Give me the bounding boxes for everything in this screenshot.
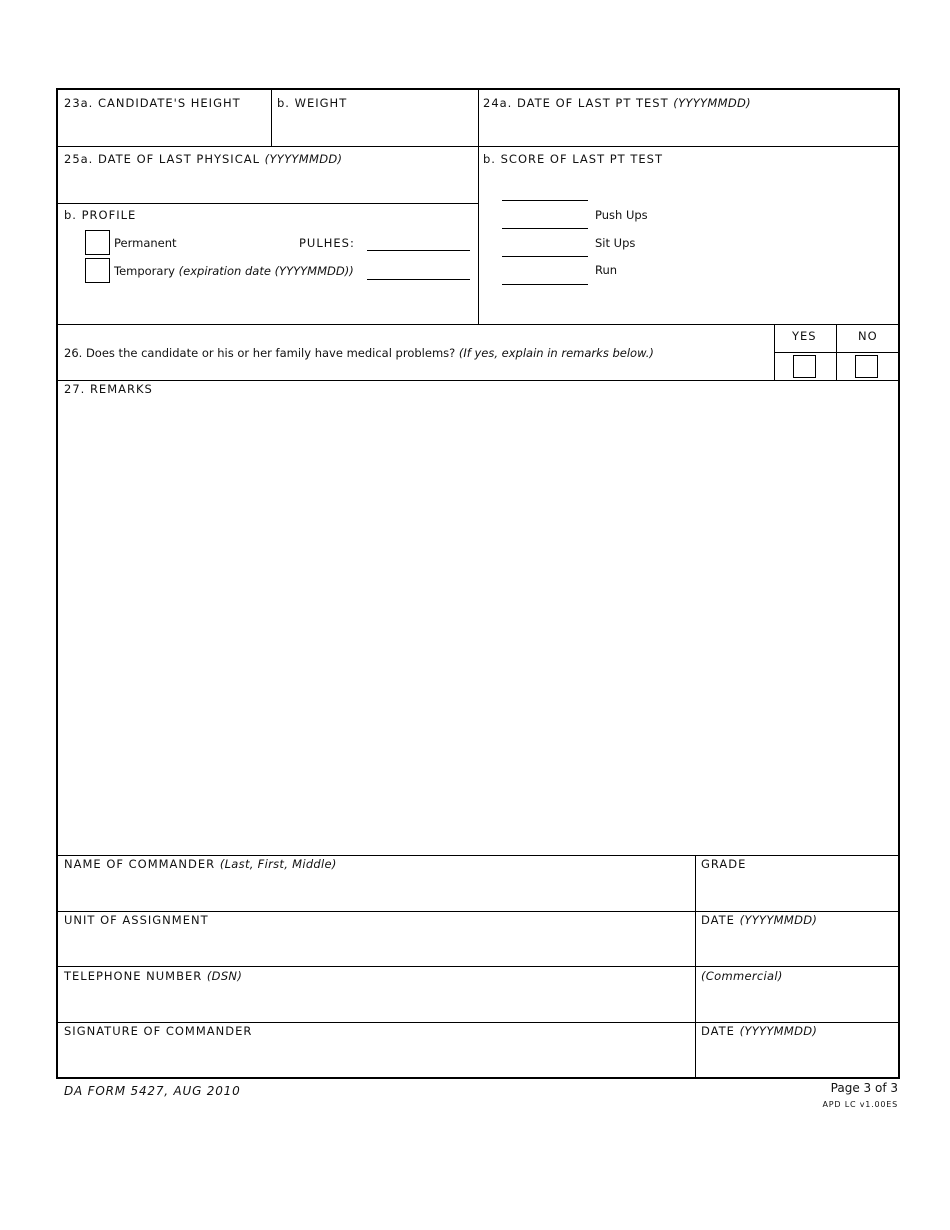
telephone-commercial-label: (Commercial): [701, 969, 783, 983]
date-format-hint: (YYYYMMDD): [673, 96, 751, 110]
divider: [58, 966, 898, 967]
remarks-label: 27. REMARKS: [64, 382, 153, 396]
run-label: Run: [595, 263, 618, 277]
profile-label: b. PROFILE: [64, 208, 137, 222]
medical-yes-checkbox[interactable]: [793, 355, 816, 378]
pulhes-label: PULHES:: [299, 236, 355, 250]
date-format-hint: (YYYYMMDD): [739, 1024, 818, 1038]
pulhes-input-line[interactable]: [367, 250, 470, 251]
last-physical-date-input[interactable]: [62, 170, 476, 200]
telephone-dsn-input[interactable]: [62, 988, 694, 1020]
name-format-hint: (Last, First, Middle): [219, 857, 337, 871]
push-ups-label: Push Ups: [595, 208, 648, 222]
divider: [271, 90, 272, 146]
run-score-line[interactable]: [502, 284, 588, 285]
date-input[interactable]: [700, 932, 896, 964]
commander-signature-label: SIGNATURE OF COMMANDER: [64, 1024, 253, 1038]
divider: [58, 324, 898, 325]
date-label: DATE (YYYYMMDD): [701, 913, 818, 927]
last-physical-date-label: 25a. DATE OF LAST PHYSICAL (YYYYMMDD): [64, 152, 343, 166]
form-identifier: DA FORM 5427, AUG 2010: [64, 1084, 241, 1098]
permanent-checkbox[interactable]: [85, 230, 110, 255]
pt-score-total-line[interactable]: [502, 200, 588, 201]
push-ups-score-line[interactable]: [502, 228, 588, 229]
medical-problems-question: 26. Does the candidate or his or her family have medical problems? (If yes, explain in remarks below.): [64, 346, 654, 360]
signature-date-input[interactable]: [700, 1043, 896, 1075]
signature-date-label: DATE (YYYYMMDD): [701, 1024, 818, 1038]
telephone-commercial-input[interactable]: [700, 988, 896, 1020]
divider: [58, 855, 898, 856]
pt-score-label: b. SCORE OF LAST PT TEST: [483, 152, 663, 166]
telephone-dsn-label: TELEPHONE NUMBER (DSN): [64, 969, 243, 983]
temporary-checkbox[interactable]: [85, 258, 110, 283]
weight-input[interactable]: [276, 114, 476, 144]
divider: [58, 1022, 898, 1023]
medical-no-checkbox[interactable]: [855, 355, 878, 378]
last-pt-test-date-label: 24a. DATE OF LAST PT TEST (YYYYMMDD): [483, 96, 751, 110]
date-format-hint: (YYYYMMDD): [739, 913, 818, 927]
divider: [695, 855, 696, 1077]
weight-label: b. WEIGHT: [277, 96, 348, 110]
last-pt-test-date-input[interactable]: [483, 114, 895, 144]
expiration-date-input-line[interactable]: [367, 279, 470, 280]
grade-label: GRADE: [701, 857, 747, 871]
commander-name-input[interactable]: [62, 876, 694, 908]
divider: [58, 911, 898, 912]
question-note: (If yes, explain in remarks below.): [455, 346, 654, 360]
divider: [774, 352, 898, 353]
sit-ups-score-line[interactable]: [502, 256, 588, 257]
temporary-label: Temporary (expiration date (YYYYMMDD)): [114, 264, 354, 278]
version-label: APD LC v1.00ES: [822, 1100, 898, 1109]
commander-name-label: NAME OF COMMANDER (Last, First, Middle): [64, 857, 337, 871]
dsn-hint: (DSN): [206, 969, 243, 983]
permanent-label: Permanent: [114, 236, 177, 250]
page-number: Page 3 of 3: [830, 1081, 898, 1095]
no-label: NO: [858, 329, 878, 343]
grade-input[interactable]: [700, 876, 896, 908]
expiration-date-hint: (expiration date (YYYYMMDD)): [178, 264, 354, 278]
sit-ups-label: Sit Ups: [595, 236, 636, 250]
candidate-height-label: 23a. CANDIDATE'S HEIGHT: [64, 96, 241, 110]
divider: [58, 380, 898, 381]
divider: [58, 203, 478, 204]
candidate-height-input[interactable]: [62, 114, 270, 144]
yes-label: YES: [792, 329, 817, 343]
divider: [478, 90, 479, 324]
date-format-hint: (YYYYMMDD): [264, 152, 343, 166]
commander-signature-field[interactable]: [62, 1043, 690, 1073]
remarks-textarea[interactable]: [62, 400, 896, 854]
unit-of-assignment-label: UNIT OF ASSIGNMENT: [64, 913, 209, 927]
unit-of-assignment-input[interactable]: [62, 932, 694, 964]
